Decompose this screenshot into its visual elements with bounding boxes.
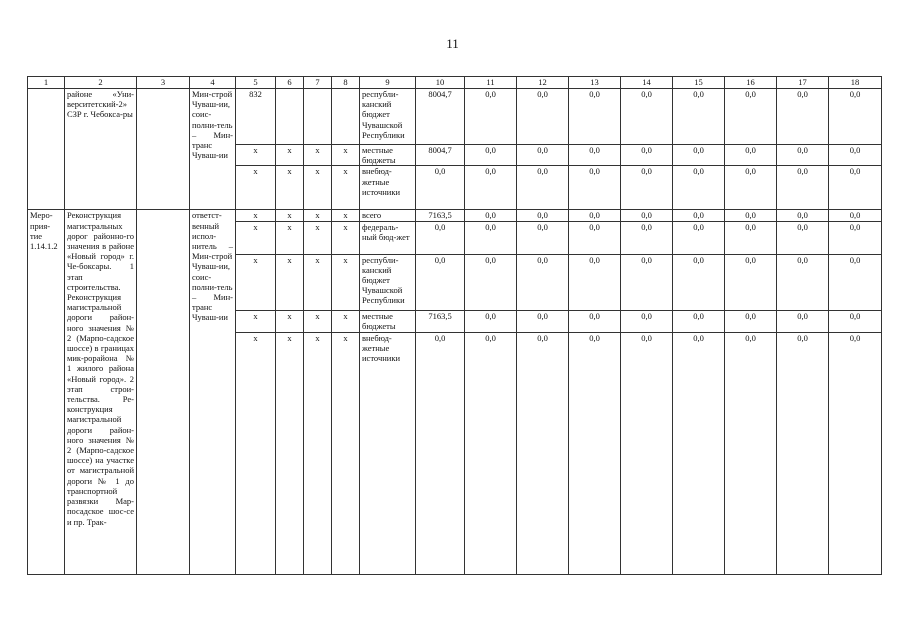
amount-cell: 0,0 (673, 254, 725, 310)
funding-source: внебюд-жетные источники (360, 166, 416, 210)
amount-cell: 0,0 (725, 89, 777, 145)
code-cell: x (236, 166, 276, 210)
column-header: 4 (190, 77, 236, 89)
amount-cell: 0,0 (465, 89, 517, 145)
amount-cell: 0,0 (673, 89, 725, 145)
code-cell (332, 89, 360, 145)
amount-cell: 0,0 (725, 221, 777, 254)
amount-cell: 0,0 (725, 166, 777, 210)
amount-cell: 0,0 (829, 254, 882, 310)
amount-cell: 0,0 (829, 145, 882, 166)
amount-cell: 0,0 (621, 254, 673, 310)
code-cell: x (236, 145, 276, 166)
executor-cell: ответст-венный испол-нитель – Мин-строй Чуваш-ии, соис-полни-тель – Мин-транс Чуваш-ии (190, 210, 236, 574)
column-header: 14 (621, 77, 673, 89)
amount-cell: 0,0 (569, 332, 621, 574)
amount-cell: 0,0 (416, 221, 465, 254)
column-header: 11 (465, 77, 517, 89)
column-header: 12 (517, 77, 569, 89)
amount-cell: 0,0 (465, 221, 517, 254)
amount-cell: 0,0 (416, 166, 465, 210)
amount-cell: 7163,5 (416, 310, 465, 332)
column-header: 3 (137, 77, 190, 89)
activity-name: районе «Уни-верситетский-2» СЗР г. Чебокса-ры (65, 89, 137, 210)
amount-cell: 8004,7 (416, 89, 465, 145)
amount-cell: 0,0 (673, 166, 725, 210)
amount-cell: 0,0 (465, 210, 517, 221)
funding-source: республи-канский бюджет Чувашской Республики (360, 254, 416, 310)
amount-cell: 0,0 (673, 332, 725, 574)
column-header: 10 (416, 77, 465, 89)
amount-cell: 0,0 (621, 145, 673, 166)
amount-cell: 0,0 (777, 145, 829, 166)
code-cell (304, 89, 332, 145)
amount-cell: 0,0 (517, 210, 569, 221)
code-cell: x (276, 166, 304, 210)
code-cell: x (236, 310, 276, 332)
code-cell: x (304, 221, 332, 254)
code-cell: x (332, 310, 360, 332)
amount-cell: 0,0 (569, 210, 621, 221)
code-cell: x (304, 210, 332, 221)
amount-cell: 0,0 (569, 221, 621, 254)
code-cell: 832 (236, 89, 276, 145)
amount-cell: 0,0 (673, 310, 725, 332)
amount-cell: 0,0 (829, 310, 882, 332)
code-cell: x (304, 166, 332, 210)
amount-cell: 0,0 (465, 332, 517, 574)
amount-cell: 0,0 (777, 332, 829, 574)
amount-cell: 0,0 (829, 221, 882, 254)
amount-cell: 0,0 (725, 145, 777, 166)
amount-cell: 0,0 (517, 89, 569, 145)
activity-label (28, 89, 65, 210)
amount-cell: 0,0 (777, 89, 829, 145)
amount-cell: 0,0 (465, 166, 517, 210)
amount-cell: 0,0 (517, 254, 569, 310)
code-cell: x (276, 145, 304, 166)
code-cell: x (304, 145, 332, 166)
amount-cell: 0,0 (777, 254, 829, 310)
activity-name: Реконструкция магистральных дорог районно-го значения в районе «Новый город» г. Че-боксары. 1 этап строительства. Реконструкция магистральной дороги район-ного значения № 2 (Марпо-садское шоссе) в границах мик-рорайона № 1 жилого района «Новый город». 2 этап строи-тельства. Ре-конструкция магистральной дороги район-ного значения № 2 (Марпо-садское шоссе) на участке от магистральной дороги № 1 до транспортной развязки Мар-посадское шос-се и пр. Трак- (65, 210, 137, 574)
code-cell: x (276, 254, 304, 310)
amount-cell: 0,0 (569, 89, 621, 145)
code-cell: x (236, 254, 276, 310)
amount-cell: 0,0 (777, 221, 829, 254)
amount-cell: 0,0 (673, 221, 725, 254)
column-header: 1 (28, 77, 65, 89)
amount-cell: 0,0 (673, 210, 725, 221)
column-header: 5 (236, 77, 276, 89)
code-cell: x (304, 254, 332, 310)
activity-label: Меро-прия-тие 1.14.1.2 (28, 210, 65, 574)
amount-cell: 0,0 (465, 310, 517, 332)
amount-cell: 0,0 (621, 310, 673, 332)
amount-cell: 0,0 (777, 166, 829, 210)
amount-cell: 0,0 (621, 89, 673, 145)
executor-cell: Мин-строй Чуваш-ии, соис-полни-тель – Мин-транс Чуваш-ии (190, 89, 236, 210)
amount-cell: 0,0 (517, 145, 569, 166)
amount-cell: 0,0 (569, 145, 621, 166)
code-cell: x (304, 332, 332, 574)
column-header: 17 (777, 77, 829, 89)
amount-cell: 0,0 (517, 310, 569, 332)
amount-cell: 0,0 (829, 210, 882, 221)
amount-cell: 0,0 (465, 254, 517, 310)
amount-cell: 0,0 (777, 310, 829, 332)
amount-cell: 0,0 (829, 166, 882, 210)
amount-cell: 0,0 (725, 254, 777, 310)
amount-cell: 7163,5 (416, 210, 465, 221)
code-cell: x (236, 332, 276, 574)
amount-cell: 0,0 (416, 254, 465, 310)
budget-table (27, 76, 882, 575)
amount-cell: 0,0 (829, 332, 882, 574)
code-cell: x (304, 310, 332, 332)
code-cell: x (332, 145, 360, 166)
code-cell: x (332, 254, 360, 310)
amount-cell: 0,0 (725, 310, 777, 332)
funding-source: местные бюджеты (360, 310, 416, 332)
code-cell: x (276, 210, 304, 221)
amount-cell: 0,0 (621, 332, 673, 574)
amount-cell: 8004,7 (416, 145, 465, 166)
code-cell: x (332, 332, 360, 574)
code-cell: x (276, 310, 304, 332)
amount-cell: 0,0 (517, 221, 569, 254)
code-cell: x (332, 210, 360, 221)
amount-cell: 0,0 (621, 166, 673, 210)
amount-cell: 0,0 (517, 332, 569, 574)
amount-cell: 0,0 (465, 145, 517, 166)
code-cell: x (332, 166, 360, 210)
code-cell: x (276, 221, 304, 254)
code-cell: x (276, 332, 304, 574)
column-header: 18 (829, 77, 882, 89)
code-cell: x (236, 221, 276, 254)
table-row (28, 89, 882, 145)
column-header: 15 (673, 77, 725, 89)
funding-source: федераль-ный бюд-жет (360, 221, 416, 254)
code-cell: x (236, 210, 276, 221)
amount-cell: 0,0 (725, 332, 777, 574)
column-header: 9 (360, 77, 416, 89)
funding-source: республи-канский бюджет Чувашской Республики (360, 89, 416, 145)
amount-cell: 0,0 (416, 332, 465, 574)
column-header: 2 (65, 77, 137, 89)
amount-cell: 0,0 (777, 210, 829, 221)
code-cell: x (332, 221, 360, 254)
code-cell (276, 89, 304, 145)
empty-cell (137, 210, 190, 574)
amount-cell: 0,0 (569, 310, 621, 332)
amount-cell: 0,0 (517, 166, 569, 210)
funding-source: местные бюджеты (360, 145, 416, 166)
column-header: 13 (569, 77, 621, 89)
table-row (28, 210, 882, 221)
amount-cell: 0,0 (725, 210, 777, 221)
column-header: 6 (276, 77, 304, 89)
amount-cell: 0,0 (621, 221, 673, 254)
funding-source: всего (360, 210, 416, 221)
amount-cell: 0,0 (569, 254, 621, 310)
column-header: 7 (304, 77, 332, 89)
empty-cell (137, 89, 190, 210)
header-row (28, 77, 882, 89)
column-header: 16 (725, 77, 777, 89)
page-number: 11 (446, 36, 459, 51)
funding-source: внебюд-жетные источники (360, 332, 416, 574)
amount-cell: 0,0 (673, 145, 725, 166)
column-header: 8 (332, 77, 360, 89)
table-body (28, 77, 882, 575)
amount-cell: 0,0 (621, 210, 673, 221)
amount-cell: 0,0 (569, 166, 621, 210)
amount-cell: 0,0 (829, 89, 882, 145)
